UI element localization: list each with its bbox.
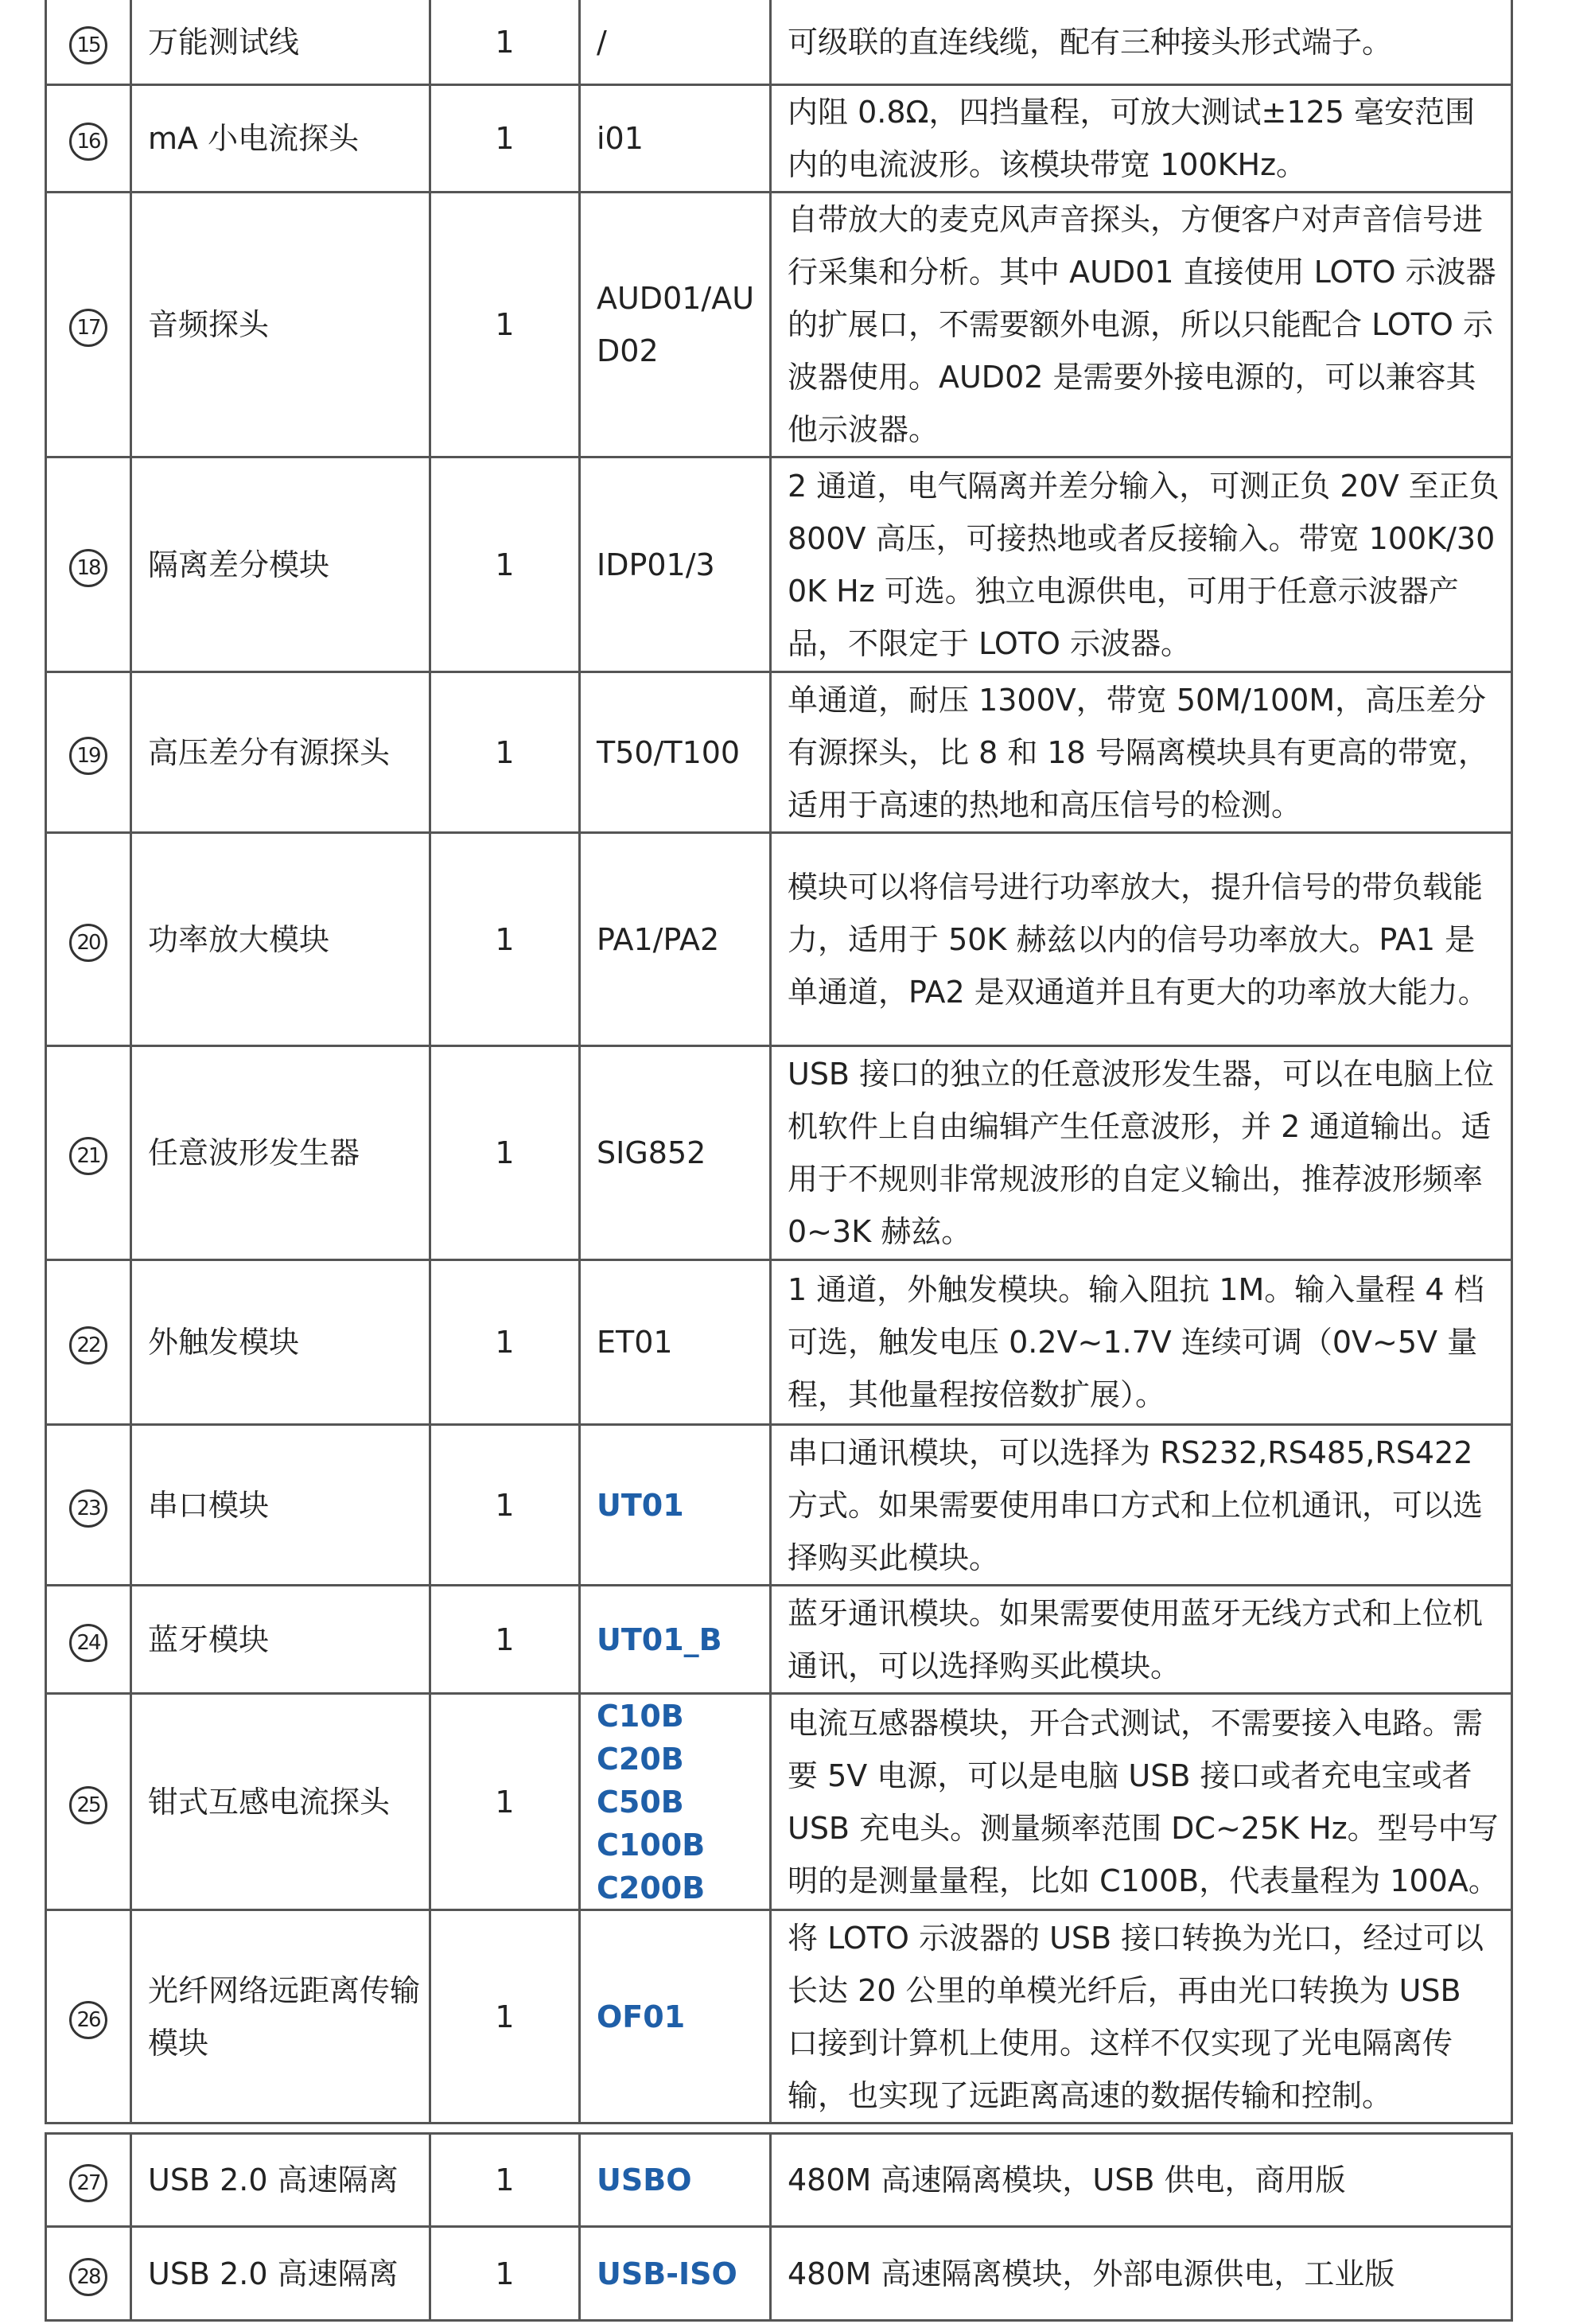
item-model: UT01_B [581, 1586, 772, 1692]
circled-number: 25 [69, 1786, 107, 1824]
row-number-cell [45, 1261, 132, 1423]
item-quantity: 1 [431, 458, 581, 671]
item-name: USB 2.0 高速隔离 [132, 2135, 431, 2225]
table-row [45, 0, 1513, 86]
description-text: 将 LOTO 示波器的 USB 接口转换为光口，经过可以长达 20 公里的单模光纤后，再由光口转换为 USB 口接到计算机上使用。这样不仅实现了光电隔离传输，也实现了远距离高速的数据传输和控制。 [788, 1920, 1484, 2113]
item-quantity: 1 [431, 86, 581, 191]
item-name: 万能测试线 [132, 0, 431, 84]
item-quantity: 1 [431, 1047, 581, 1259]
row-number-cell [45, 0, 132, 84]
table-row [45, 2228, 1513, 2322]
item-model: PA1/PA2 [581, 834, 772, 1045]
table-row [45, 2132, 1513, 2228]
item-name: 功率放大模块 [132, 834, 431, 1045]
description-text: 电流互感器模块，开合式测试，不需要接入电路。需要 5V 电源，可以是电脑 USB 接口或者充电宝或者 USB 充电头。测量频率范围 DC~25K Hz。型号中写明的是测量量程，比如 C100B，代表量程为 100A。 [788, 1705, 1499, 1898]
item-name-text: 光纤网络远距离传输模块 [148, 1972, 421, 2061]
item-name: USB 2.0 高速隔离 [132, 2228, 431, 2319]
circled-number: 17 [69, 309, 107, 347]
item-name: 蓝牙模块 [132, 1586, 431, 1692]
description-text: 2 通道，电气隔离并差分输入，可测正负 20V 至正负 800V 高压，可接热地或者反接输入。带宽 100K/300K Hz 可选。独立电源供电，可用于任意示波器产品，不限定于 LOTO 示波器。 [788, 468, 1500, 661]
item-quantity: 1 [431, 673, 581, 831]
item-quantity: 1 [431, 1911, 581, 2122]
row-number-cell [45, 1426, 132, 1584]
circled-number: 24 [69, 1624, 107, 1662]
row-number-cell [45, 86, 132, 191]
description-text: 串口通讯模块，可以选择为 RS232,RS485,RS422 方式。如果需要使用串口方式和上位机通讯，可以选择购买此模块。 [788, 1434, 1484, 1575]
item-name: 隔离差分模块 [132, 458, 431, 671]
item-name: 外触发模块 [132, 1261, 431, 1423]
circled-number: 23 [69, 1489, 107, 1528]
item-quantity: 1 [431, 0, 581, 84]
row-number-cell [45, 1586, 132, 1692]
item-name: 钳式互感电流探头 [132, 1695, 431, 1909]
item-quantity: 1 [431, 2135, 581, 2225]
model-option: C10B [597, 1698, 684, 1734]
item-description [772, 1695, 1513, 1909]
item-model: T50/T100 [581, 673, 772, 831]
item-model [581, 1695, 772, 1909]
model-text: AUD01/AUD02 [597, 281, 755, 368]
description-text: 可级联的直连线缆，配有三种接头形式端子。 [788, 24, 1393, 60]
description-text: 蓝牙通讯模块。如果需要使用蓝牙无线方式和上位机通讯，可以选择购买此模块。 [788, 1595, 1484, 1684]
table-row [45, 1261, 1513, 1426]
item-quantity: 1 [431, 193, 581, 456]
item-name [132, 1911, 431, 2122]
item-description [772, 458, 1513, 671]
row-number-cell [45, 458, 132, 671]
item-name: mA 小电流探头 [132, 86, 431, 191]
item-description [772, 673, 1513, 831]
item-model: USB-ISO [581, 2228, 772, 2319]
circled-number: 20 [69, 924, 107, 962]
table-row [45, 193, 1513, 458]
item-model: i01 [581, 86, 772, 191]
description-text: 模块可以将信号进行功率放大，提升信号的带负载能力，适用于 50K 赫兹以内的信号功率放大。PA1 是单通道，PA2 是双通道并且有更大的功率放大能力。 [788, 869, 1488, 1010]
table-row [45, 1911, 1513, 2124]
item-description [772, 1261, 1513, 1423]
table-row [45, 86, 1513, 193]
item-model: ET01 [581, 1261, 772, 1423]
item-description [772, 1911, 1513, 2122]
item-quantity: 1 [431, 834, 581, 1045]
item-model: IDP01/3 [581, 458, 772, 671]
item-quantity: 1 [431, 1426, 581, 1584]
description-text: USB 接口的独立的任意波形发生器，可以在电脑上位机软件上自由编辑产生任意波形，并 2 通道输出。适用于不规则非常规波形的自定义输出，推荐波形频率 0~3K 赫兹。 [788, 1057, 1495, 1249]
item-description [772, 2228, 1513, 2319]
circled-number: 27 [69, 2164, 107, 2202]
item-quantity: 1 [431, 1695, 581, 1909]
row-number-cell [45, 834, 132, 1045]
row-number-cell [45, 673, 132, 831]
circled-number: 28 [69, 2258, 107, 2296]
description-text: 1 通道，外触发模块。输入阻抗 1M。输入量程 4 档可选，触发电压 0.2V~1.7V 连续可调（0V~5V 量程，其他量程按倍数扩展）。 [788, 1272, 1484, 1412]
table-row [45, 1426, 1513, 1586]
item-name: 串口模块 [132, 1426, 431, 1584]
row-number-cell [45, 2135, 132, 2225]
item-description [772, 1586, 1513, 1692]
accessory-table [45, 0, 1513, 2322]
item-model: SIG852 [581, 1047, 772, 1259]
item-quantity: 1 [431, 1261, 581, 1423]
circled-number: 18 [69, 549, 107, 587]
item-name: 高压差分有源探头 [132, 673, 431, 831]
item-description [772, 2135, 1513, 2225]
item-quantity: 1 [431, 1586, 581, 1692]
item-description [772, 1426, 1513, 1584]
item-model: OF01 [581, 1911, 772, 2122]
row-number-cell [45, 193, 132, 456]
model-option: C100B [597, 1827, 706, 1863]
item-model: / [581, 0, 772, 84]
circled-number: 26 [69, 2001, 107, 2039]
model-option: C20B [597, 1741, 684, 1777]
item-description [772, 1047, 1513, 1259]
model-option: C50B [597, 1784, 684, 1820]
model-option: C200B [597, 1870, 706, 1906]
table-row [45, 834, 1513, 1047]
item-quantity: 1 [431, 2228, 581, 2319]
item-description [772, 834, 1513, 1045]
model-list [597, 1695, 705, 1909]
description-text: 480M 高速隔离模块，USB 供电，商用版 [788, 2162, 1346, 2197]
circled-number: 15 [69, 26, 107, 64]
circled-number: 16 [69, 123, 107, 161]
table-row [45, 673, 1513, 834]
item-description [772, 0, 1513, 84]
table-row [45, 1695, 1513, 1911]
row-number-cell [45, 1047, 132, 1259]
table-row [45, 458, 1513, 673]
item-description [772, 86, 1513, 191]
circled-number: 21 [69, 1137, 107, 1175]
row-number-cell [45, 2228, 132, 2319]
item-name: 任意波形发生器 [132, 1047, 431, 1259]
description-text: 内阻 0.8Ω，四挡量程，可放大测试±125 毫安范围内的电流波形。该模块带宽 100KHz。 [788, 95, 1476, 182]
row-number-cell [45, 1911, 132, 2122]
item-model: USBO [581, 2135, 772, 2225]
description-text: 480M 高速隔离模块，外部电源供电，工业版 [788, 2256, 1395, 2291]
description-text: 自带放大的麦克风声音探头，方便客户对声音信号进行采集和分析。其中 AUD01 直接使用 LOTO 示波器的扩展口，不需要额外电源，所以只能配合 LOTO 示波器使用。AUD02 是需要外接电源的，可以兼容其他示波器。 [788, 202, 1496, 447]
table-gap [45, 2124, 1513, 2132]
table-row [45, 1586, 1513, 1695]
circled-number: 19 [69, 737, 107, 775]
row-number-cell [45, 1695, 132, 1909]
item-description [772, 193, 1513, 456]
table-row [45, 1047, 1513, 1261]
circled-number: 22 [69, 1326, 107, 1364]
item-model: UT01 [581, 1426, 772, 1584]
item-model [581, 193, 772, 456]
description-text: 单通道，耐压 1300V，带宽 50M/100M，高压差分有源探头，比 8 和 18 号隔离模块具有更高的带宽，适用于高速的热地和高压信号的检测。 [788, 682, 1488, 823]
item-name: 音频探头 [132, 193, 431, 456]
